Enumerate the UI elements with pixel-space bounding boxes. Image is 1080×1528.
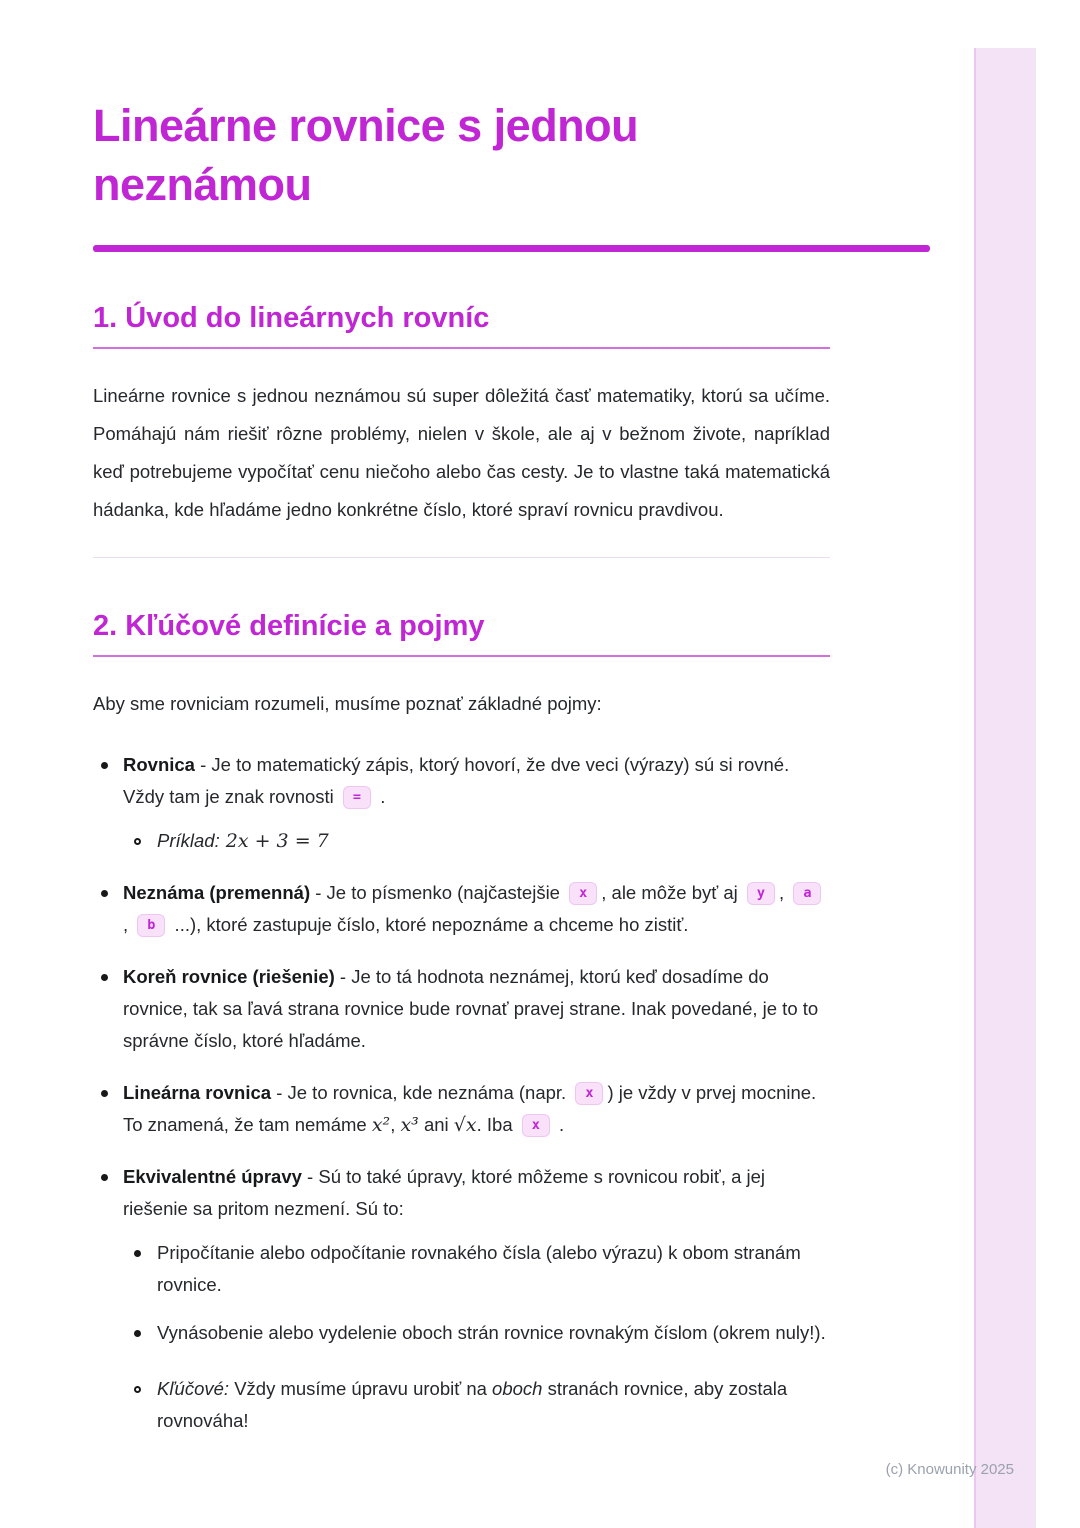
definition-koren (93, 961, 830, 1057)
section-1-heading: 1. Úvod do lineárnych rovníc (93, 302, 830, 349)
section-intro (93, 302, 830, 529)
definition-rovnica (93, 749, 830, 857)
definition-text: Koreň rovnice (riešenie) - Je to tá hodnota neznámej, ktorú keď dosadíme do rovnice, tak sa ľavá strana rovnice bude rovnať pravej strane. Inak povedané, je to to správne číslo, ktoré hľadáme. (123, 965, 819, 1051)
bullet-icon (101, 974, 108, 981)
inline-code-badge: = (343, 786, 371, 809)
definition-text: Ekvivalentné úpravy - Sú to také úpravy, ktoré môžeme s rovnicou robiť, a jej riešenie sa pritom nezmení. Sú to: (123, 1165, 766, 1219)
document-content (93, 96, 830, 1457)
bullet-circle-icon (134, 838, 141, 845)
sub-item-text: Kľúčové: Vždy musíme úpravu urobiť na oboch stranách rovnice, aby zostala rovnováha! (157, 1377, 788, 1431)
inline-code-badge: y (747, 882, 775, 905)
sub-item-text: Pripočítanie alebo odpočítanie rovnakého čísla (alebo výrazu) k obom stranám rovnice. (157, 1241, 801, 1295)
sub-item-text: Vynásobenie alebo vydelenie oboch strán rovnice rovnakým číslom (okrem nuly!). (157, 1321, 826, 1343)
inline-code-badge: a (793, 882, 821, 905)
definitions-list (93, 749, 830, 1437)
equivalent-operation-add (123, 1237, 830, 1301)
bullet-icon (101, 890, 108, 897)
bullet-icon (101, 1090, 108, 1097)
page-title: Lineárne rovnice s jednou neznámou (93, 100, 639, 211)
section-2-intro: Aby sme rovniciam rozumeli, musíme poznať základné pojmy: (93, 692, 602, 714)
section-2-heading: 2. Kľúčové definície a pojmy (93, 610, 830, 657)
section-divider (93, 557, 830, 558)
equivalent-operations-key-note (123, 1373, 830, 1437)
definition-ekvivalentne (93, 1161, 830, 1437)
bullet-icon (134, 1250, 141, 1257)
definition-sublist (123, 1237, 830, 1437)
inline-code-badge: b (137, 914, 165, 937)
definition-sublist (123, 825, 830, 857)
inline-code-badge: x (575, 1082, 603, 1105)
definition-example (123, 825, 830, 857)
title-divider (93, 245, 930, 252)
definition-text: Rovnica - Je to matematický zápis, ktorý hovorí, že dve veci (výrazy) sú si rovné. Vždy tam je znak rovnosti = . (123, 753, 790, 807)
inline-code-badge: x (569, 882, 597, 905)
bullet-icon (101, 1174, 108, 1181)
inline-code-badge: x (522, 1114, 550, 1137)
bullet-icon (134, 1330, 141, 1337)
definition-text: Neznáma (premenná) - Je to písmenko (najčastejšie x , ale môže byť aj y , a, b ...), ktoré zastupuje číslo, ktoré nepoznáme a chceme ho zistiť. (123, 877, 830, 941)
side-strip (974, 48, 1036, 1528)
definition-neznama (93, 877, 830, 941)
copyright-footer: (c) Knowunity 2025 (885, 1461, 1014, 1478)
equivalent-operation-multiply (123, 1317, 830, 1349)
section-definitions (93, 610, 830, 1437)
bullet-circle-icon (134, 1386, 141, 1393)
definition-linearna (93, 1077, 830, 1141)
section-1-paragraph: Lineárne rovnice s jednou neznámou sú super dôležitá časť matematiky, ktorú sa učíme. Pomáhajú nám riešiť rôzne problémy, nielen v škole, ale aj v bežnom živote, napríklad keď potrebujeme vypočítať cenu niečoho alebo čas cesty. Je to vlastne taká matematická hádanka, kde hľadáme jedno konkrétne číslo, ktoré spraví rovnicu pravdivou. (93, 384, 830, 520)
example-text: Príklad: 2x + 3 = 7 (157, 829, 329, 852)
bullet-icon (101, 762, 108, 769)
definition-text: Lineárna rovnica - Je to rovnica, kde neznáma (napr. x ) je vždy v prvej mocnine. To znamená, že tam nemáme x², x³ ani √x. Iba x . (123, 1081, 817, 1136)
